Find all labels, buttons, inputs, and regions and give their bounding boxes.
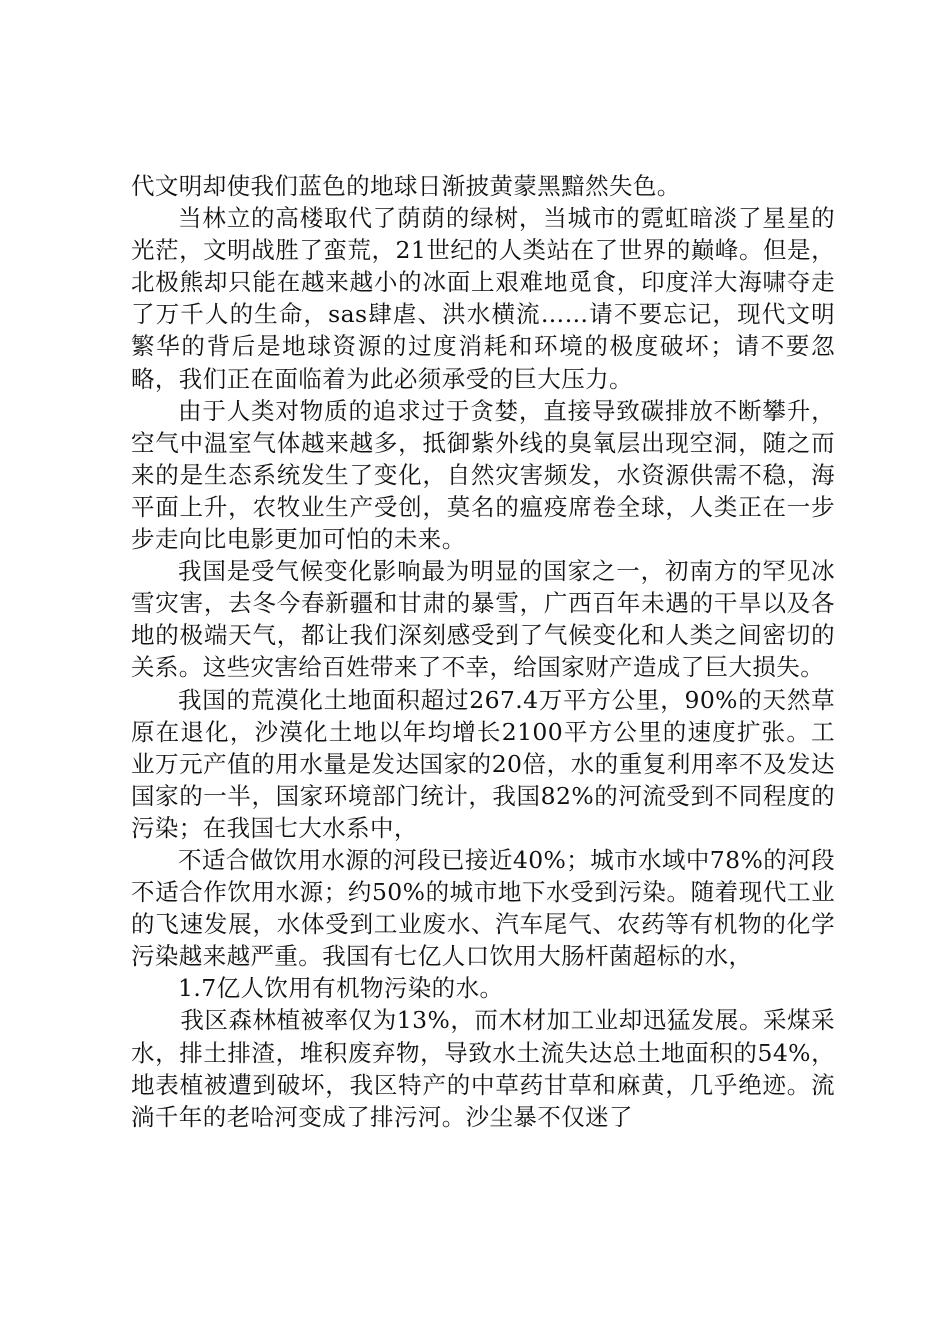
paragraph-3: 由于人类对物质的追求过于贪婪，直接导致碳排放不断攀升，空气中温室气体越来越多，抵御紫外线的臭氧层出现空洞，随之而来的是生态系统发生了变化，自然灾害频发，水资源供需不稳，海平面上升，农牧业生产受创，莫名的瘟疫席卷全球，人类正在一步步走向比电影更加可怕的未来。 xyxy=(131,396,835,554)
paragraph-2: 当林立的高楼取代了荫荫的绿树，当城市的霓虹暗淡了星星的光茫，文明战胜了蛮荒，21世纪的人类站在了世界的巅峰。但是，北极熊却只能在越来越小的冰面上艰难地觅食，印度洋大海啸夺走了万千人的生命，sas肆虐、洪水横流……请不要忘记，现代文明繁华的背后是地球资源的过度消耗和环境的极度破坏；请不要忽略，我们正在面临着为此必须承受的巨大压力。 xyxy=(131,204,835,393)
document-body xyxy=(131,170,835,1133)
paragraph-5: 我国的荒漠化土地面积超过267.4万平方公里，90%的天然草原在退化，沙漠化土地以年均增长2100平方公里的速度扩张。工业万元产值的用水量是发达国家的20倍，水的重复利用率不及发达国家的一半，国家环境部门统计，我国82%的河流受到不同程度的污染；在我国七大水系中， xyxy=(131,685,835,842)
paragraph-7: 1.7亿人饮用有机物污染的水。 xyxy=(178,974,504,1003)
paragraph-8: 我区森林植被率仅为13%，而木材加工业却迅猛发展。采煤采水，排土排渣，堆积废弃物，导致水土流失达总土地面积的54%，地表植被遭到破坏，我区特产的中草药甘草和麻黄，几乎绝迹。流淌千年的老哈河变成了排污河。沙尘暴不仅迷了 xyxy=(131,1006,835,1131)
paragraph-1: 代文明却使我们蓝色的地球日渐披黄蒙黑黯然失色。 xyxy=(131,172,681,200)
paragraph-4: 我国是受气候变化影响最为明显的国家之一，初南方的罕见冰雪灾害，去冬今春新疆和甘肃的暴雪，广西百年未遇的干旱以及各地的极端天气，都让我们深刻感受到了气候变化和人类之间密切的关系。这些灾害给百姓带来了不幸，给国家财产造成了巨大损失。 xyxy=(131,557,835,682)
paragraph-6: 不适合做饮用水源的河段已接近40%；城市水域中78%的河段不适合作饮用水源；约50%的城市地下水受到污染。随着现代工业的飞速发展，水体受到工业废水、汽车尾气、农药等有机物的化学污染越来越严重。我国有七亿人口饮用大肠杆菌超标的水， xyxy=(131,845,835,971)
